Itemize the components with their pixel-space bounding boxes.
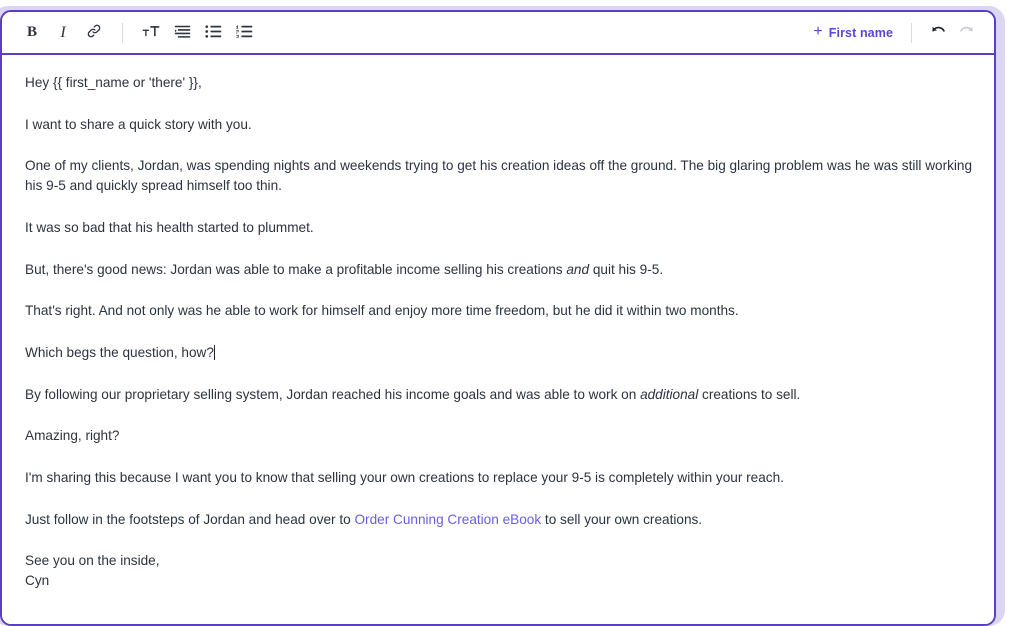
plus-icon: + bbox=[813, 23, 823, 40]
email-body-content[interactable] bbox=[2, 55, 994, 626]
text-run: I want to share a quick story with you. bbox=[25, 116, 252, 132]
text-run: See you on the inside, bbox=[25, 553, 160, 569]
italic-run: and bbox=[566, 261, 590, 277]
italic-icon: I bbox=[60, 23, 66, 41]
text-run: Just follow in the footsteps of Jordan and head over to bbox=[25, 511, 355, 527]
paragraph-greeting bbox=[25, 73, 974, 93]
chain-link-icon bbox=[86, 23, 102, 42]
numbered-list-button[interactable] bbox=[230, 19, 258, 47]
text-run: One of my clients, Jordan, was spending nights and weekends trying to get his creation ideas off the ground. The big glaring problem was he was still working his 9-5 and quickly spread himself too thin. bbox=[25, 158, 973, 194]
text-run: quit his 9-5. bbox=[589, 261, 664, 277]
text-run: It was so bad that his health started to plummet. bbox=[25, 219, 314, 235]
paragraph-story-setup bbox=[25, 156, 974, 195]
toolbar-left-group bbox=[18, 19, 258, 47]
insert-merge-tag-first-name-button[interactable] bbox=[807, 21, 899, 45]
italic-run: additional bbox=[640, 386, 699, 402]
text-run: Cyn bbox=[25, 573, 50, 589]
text-run: to sell your own creations. bbox=[541, 511, 703, 527]
align-button[interactable] bbox=[168, 19, 196, 47]
paragraph-health bbox=[25, 218, 974, 238]
rich-text-editor-panel bbox=[0, 10, 996, 626]
numbered-list-icon bbox=[236, 24, 253, 42]
undo-arrow-icon bbox=[930, 23, 947, 42]
text-run: That's right. And not only was he able to work for himself and enjoy more time freedom, but he did it within two months. bbox=[25, 303, 739, 319]
italic-button[interactable] bbox=[49, 19, 77, 47]
editor-toolbar bbox=[2, 12, 994, 55]
paragraph-question bbox=[25, 343, 974, 363]
text-size-icon bbox=[142, 23, 160, 42]
text-run: By following our proprietary selling system, Jordan reached his income goals and was able to work on bbox=[25, 386, 641, 402]
link-button[interactable] bbox=[80, 19, 108, 47]
text-run: creations to sell. bbox=[698, 386, 801, 402]
inline-link[interactable]: Order Cunning Creation eBook bbox=[354, 511, 542, 527]
bulleted-list-icon bbox=[205, 24, 222, 42]
text-run: Hey {{ first_name or 'there' }}, bbox=[25, 75, 202, 90]
merge-tag-label: First name bbox=[828, 25, 893, 40]
paragraph-amazing bbox=[25, 426, 974, 446]
paragraph-thats-right bbox=[25, 301, 974, 321]
text-size-button[interactable] bbox=[137, 19, 165, 47]
paragraph-sharing bbox=[25, 468, 974, 488]
paragraph-intro bbox=[25, 115, 974, 135]
text-run: Which begs the question, how? bbox=[25, 344, 214, 360]
text-cursor-caret bbox=[214, 345, 215, 360]
redo-arrow-icon bbox=[958, 23, 975, 42]
bulleted-list-button[interactable] bbox=[199, 19, 227, 47]
text-run: I'm sharing this because I want you to know that selling your own creations to replace your 9-5 is completely within your reach. bbox=[25, 470, 784, 486]
editor-focus-ring bbox=[0, 6, 1005, 626]
paragraph-system bbox=[25, 385, 974, 405]
bold-button[interactable] bbox=[18, 19, 46, 47]
toolbar-divider-2 bbox=[911, 23, 912, 43]
toolbar-right-group bbox=[807, 19, 980, 47]
undo-button[interactable] bbox=[924, 19, 952, 47]
bold-icon: B bbox=[26, 24, 37, 40]
paragraph-signoff bbox=[25, 551, 974, 590]
text-run: Amazing, right? bbox=[25, 428, 120, 444]
paragraph-cta bbox=[25, 510, 974, 530]
text-run: But, there's good news: Jordan was able to make a profitable income selling his creations bbox=[25, 261, 567, 277]
redo-button[interactable] bbox=[952, 19, 980, 47]
paragraph-good-news bbox=[25, 260, 974, 280]
toolbar-divider-1 bbox=[122, 23, 123, 43]
align-left-icon bbox=[174, 24, 191, 42]
